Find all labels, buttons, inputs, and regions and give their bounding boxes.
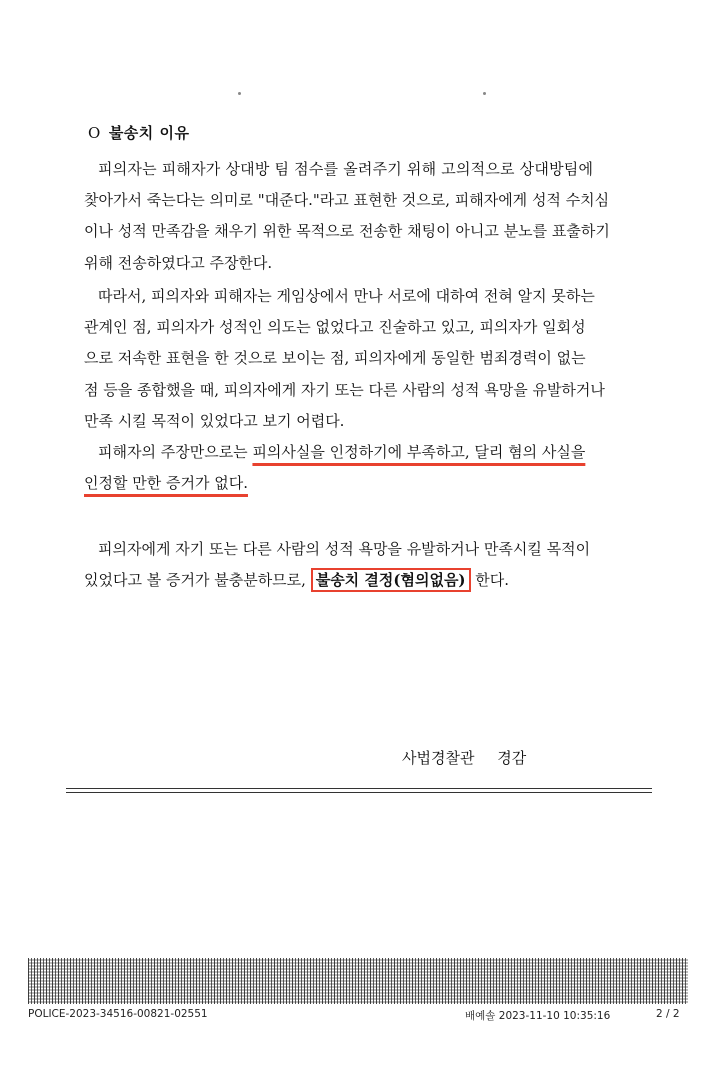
text-segment: 있었다고 볼 증거가 불충분하므로, xyxy=(84,571,311,590)
scan-dot xyxy=(483,92,486,95)
scan-noise-band xyxy=(28,958,688,1004)
officer-rank: 경감 xyxy=(497,749,527,767)
divider-line xyxy=(66,792,652,793)
document-id: POLICE-2023-34516-00821-02551 xyxy=(28,1008,208,1020)
section-heading xyxy=(88,122,190,143)
red-underlined-text: 피의사실을 인정하기에 부족하고, 달리 혐의 사실을 xyxy=(252,443,586,461)
print-timestamp: 배예솔 2023-11-10 10:35:16 xyxy=(465,1010,611,1022)
section-title: 불송치 이유 xyxy=(108,124,190,142)
red-underlined-text: 인정할 만한 증거가 없다. xyxy=(84,474,248,493)
text-line: 찾아가서 죽는다는 의미로 "대준다."라고 표현한 것으로, 피해자에게 성적 수치심 xyxy=(84,191,610,210)
text-line: 점 등을 종합했을 때, 피의자에게 자기 또는 다른 사람의 성적 욕망을 유발하거나 xyxy=(84,380,605,399)
divider-line xyxy=(66,788,652,789)
text-line: 피의자는 피해자가 상대방 팀 점수를 올려주기 위해 고의적으로 상대방팀에 xyxy=(98,160,594,178)
paragraph-4 xyxy=(84,534,676,596)
scan-dot xyxy=(238,92,241,95)
text-line: 따라서, 피의자와 피해자는 게임상에서 만나 서로에 대하여 전혀 알지 못하는 xyxy=(98,287,595,305)
text-segment: 피해자의 주장만으로는 xyxy=(98,443,253,461)
page-number: 2 / 2 xyxy=(656,1008,680,1020)
officer-role: 사법경찰관 xyxy=(402,749,475,767)
paragraph-3 xyxy=(84,437,676,499)
decision-highlight-box: 불송치 결정(혐의없음) xyxy=(311,568,471,592)
paragraph-2 xyxy=(84,281,676,437)
text-line: 으로 저속한 표현을 한 것으로 보이는 점, 피의자에게 동일한 범죄경력이 없는 xyxy=(84,349,586,368)
signature-line xyxy=(402,747,526,768)
text-line: 관계인 점, 피의자가 성적인 의도는 없었다고 진술하고 있고, 피의자가 일회성 xyxy=(84,318,586,337)
text-segment: 한다. xyxy=(470,571,510,590)
bullet-circle-icon: O xyxy=(88,124,101,142)
text-line: 위해 전송하였다고 주장한다. xyxy=(84,253,273,272)
paragraph-1 xyxy=(84,154,676,279)
text-line: 이나 성적 만족감을 채우기 위한 목적으로 전송한 채팅이 아니고 분노를 표출하기 xyxy=(84,222,610,241)
text-line: 피의자에게 자기 또는 다른 사람의 성적 욕망을 유발하거나 만족시킬 목적이 xyxy=(98,540,591,558)
text-line: 만족 시킬 목적이 있었다고 보기 어렵다. xyxy=(84,411,345,430)
